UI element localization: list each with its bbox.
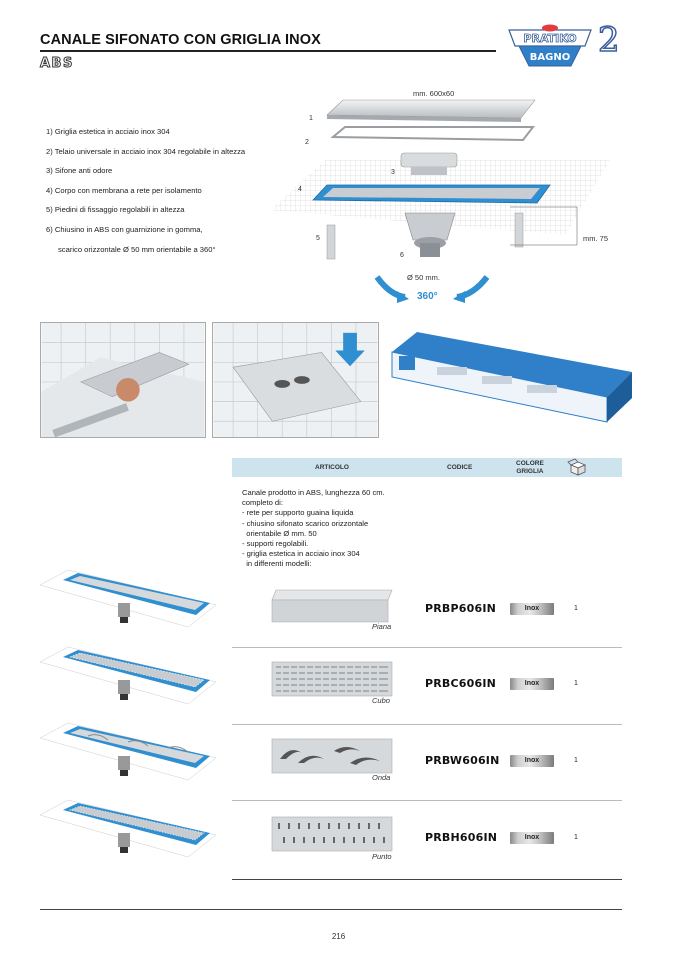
packaging-photo bbox=[387, 322, 632, 432]
diameter-label: Ø 50 mm. bbox=[407, 273, 440, 282]
product-description: Canale prodotto in ABS, lunghezza 60 cm. completo di: - rete per supporto guaina liquida - chiusino sifonato scarico orizzontale orientabile Ø mm. 50 - supporti regolabili. - griglia estetica in acciaio inox 304 in differenti modelli: bbox=[242, 488, 385, 569]
table-row bbox=[232, 725, 622, 803]
product-code: PRBC606IN bbox=[425, 677, 497, 690]
box-icon bbox=[567, 458, 589, 479]
siphon-part bbox=[401, 153, 457, 167]
feature-item: 1) Griglia estetica in acciaio inox 304 bbox=[46, 127, 170, 136]
grate-part bbox=[327, 100, 535, 118]
product-code: PRBH606IN bbox=[425, 831, 498, 844]
product-code: PRBW606IN bbox=[425, 754, 500, 767]
callout-1: 1 bbox=[309, 115, 313, 122]
installation-photo-1 bbox=[40, 322, 206, 438]
product-code: PRBP606IN bbox=[425, 602, 497, 615]
callout-5: 5 bbox=[316, 235, 320, 242]
grate-name: Punto bbox=[372, 852, 392, 861]
table-bottom-divider bbox=[232, 879, 622, 880]
table-row bbox=[232, 648, 622, 726]
rotation-label: 360° bbox=[417, 291, 438, 302]
title-divider bbox=[40, 50, 496, 52]
logo-bottom-text: BAGNO bbox=[529, 52, 571, 63]
callout-4: 4 bbox=[298, 186, 302, 193]
exploded-diagram bbox=[265, 85, 615, 310]
callout-6: 6 bbox=[400, 252, 404, 259]
header-colore-griglia bbox=[516, 460, 544, 476]
foot-part bbox=[515, 213, 523, 247]
height-label: mm. 75 bbox=[583, 234, 609, 243]
footer-divider bbox=[40, 909, 622, 910]
pack-quantity: 1 bbox=[574, 757, 578, 764]
drain-image-punto bbox=[38, 795, 216, 865]
header-articolo: ARTICOLO bbox=[315, 464, 349, 471]
logo-top-text: PRATIKO bbox=[523, 32, 577, 45]
feature-item: 3) Sifone anti odore bbox=[46, 166, 113, 176]
drain-image-onda bbox=[38, 718, 216, 788]
header-codice: CODICE bbox=[447, 464, 473, 471]
grate-name: Piana bbox=[372, 622, 392, 631]
drain-image-piana bbox=[38, 565, 216, 635]
color-swatch-inox: Inox bbox=[510, 832, 554, 844]
feature-item: 4) Corpo con membrana a rete per isolamento bbox=[46, 185, 202, 195]
color-swatch-inox: Inox bbox=[510, 755, 554, 767]
grate-name: Cubo bbox=[372, 696, 390, 705]
table-header bbox=[232, 458, 622, 477]
pratiko-bagno-logo bbox=[505, 22, 595, 72]
callout-3: 3 bbox=[391, 169, 395, 176]
header-colore-line2: GRIGLIA bbox=[516, 468, 544, 475]
feature-item: 2) Telaio universale in acciaio inox 304 regolabile in altezza bbox=[46, 146, 246, 156]
feature-item: 5) Piedini di fissaggio regolabili in altezza bbox=[46, 205, 185, 215]
frame-part bbox=[333, 127, 533, 140]
drain-image-cubo bbox=[38, 642, 216, 712]
grate-name: Onda bbox=[372, 773, 391, 782]
feature-item: scarico orizzontale Ø 50 mm orientabile a 360° bbox=[58, 244, 216, 254]
color-swatch-inox: Inox bbox=[510, 603, 554, 615]
table-row bbox=[232, 801, 622, 879]
page-title: CANALE SIFONATO CON GRIGLIA INOX bbox=[40, 32, 321, 48]
foot-part bbox=[327, 225, 335, 259]
pack-quantity: 1 bbox=[574, 605, 578, 612]
color-swatch-inox: Inox bbox=[510, 678, 554, 690]
page-number: 216 bbox=[331, 932, 346, 941]
installation-photo-2 bbox=[212, 322, 379, 438]
pack-quantity: 1 bbox=[574, 834, 578, 841]
header-colore-line1: COLORE bbox=[516, 460, 544, 467]
feature-item: 6) Chiusino in ABS con guarnizione in gomma, bbox=[46, 224, 203, 234]
outlet-part bbox=[405, 213, 455, 240]
pack-quantity: 1 bbox=[574, 680, 578, 687]
feature-list bbox=[46, 122, 245, 259]
size-label: mm. 600x60 bbox=[413, 89, 455, 98]
material-subtitle: ABS bbox=[40, 56, 74, 71]
callout-2: 2 bbox=[305, 139, 309, 146]
table-row bbox=[232, 570, 622, 648]
section-number: 2 bbox=[598, 20, 620, 60]
